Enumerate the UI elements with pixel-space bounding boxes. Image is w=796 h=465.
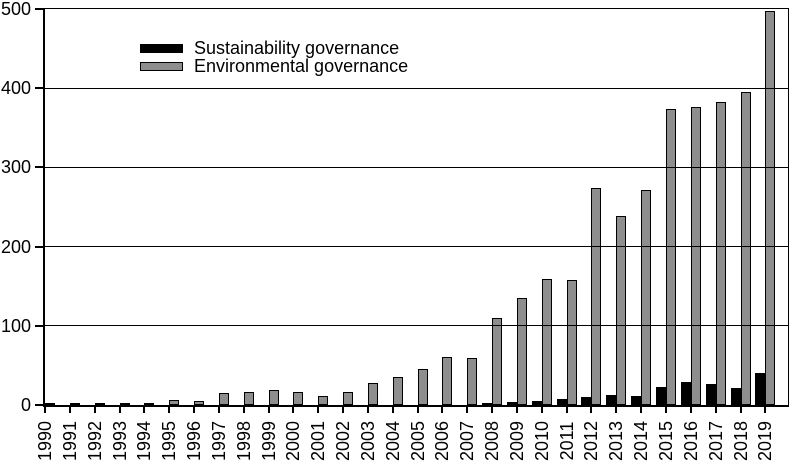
bar-environmental-2005 xyxy=(418,369,428,405)
x-axis-label-2018: 2018 xyxy=(730,420,751,462)
bar-environmental-2004 xyxy=(393,377,403,405)
gridline-100 xyxy=(45,325,788,326)
bar-environmental-2012 xyxy=(591,188,601,405)
bar-environmental-2014 xyxy=(641,190,651,405)
bar-environmental-2011 xyxy=(567,280,577,405)
y-tick-mark-400 xyxy=(35,87,44,89)
bar-environmental-2016 xyxy=(691,107,701,405)
y-axis-label-200: 200 xyxy=(0,237,31,257)
x-axis-label-1994: 1994 xyxy=(134,420,155,462)
bar-sustainability-2013 xyxy=(606,395,616,405)
bar-sustainability-2009 xyxy=(507,402,517,405)
bar-environmental-2001 xyxy=(318,396,328,405)
x-tick-mark-2015 xyxy=(665,407,667,413)
bar-sustainability-2016 xyxy=(681,382,691,405)
x-tick-mark-1991 xyxy=(69,407,71,413)
x-axis-label-2016: 2016 xyxy=(680,420,701,462)
legend-swatch-sustainability xyxy=(140,44,183,53)
gridline-300 xyxy=(45,167,788,168)
x-tick-mark-2010 xyxy=(541,407,543,413)
y-axis-label-400: 400 xyxy=(0,78,31,98)
x-axis-label-2000: 2000 xyxy=(283,420,304,462)
bar-environmental-2017 xyxy=(716,102,726,405)
x-axis-label-2015: 2015 xyxy=(656,420,676,462)
bar-environmental-2007 xyxy=(467,358,477,405)
bar-sustainability-2010 xyxy=(532,401,542,405)
x-tick-mark-2006 xyxy=(441,407,443,413)
x-axis-label-2014: 2014 xyxy=(631,420,652,462)
x-axis-label-2002: 2002 xyxy=(333,420,354,462)
bar-environmental-1994 xyxy=(144,403,154,405)
x-tick-mark-1995 xyxy=(168,407,170,413)
x-axis-label-1992: 1992 xyxy=(84,420,105,462)
bar-environmental-1991 xyxy=(70,403,80,405)
x-axis-label-2007: 2007 xyxy=(457,420,478,462)
x-axis-label-2008: 2008 xyxy=(482,420,503,462)
bar-environmental-2015 xyxy=(666,109,676,405)
bar-sustainability-2011 xyxy=(557,399,567,405)
bar-sustainability-2014 xyxy=(631,396,641,405)
y-tick-mark-0 xyxy=(35,404,44,406)
x-axis-label-1991: 1991 xyxy=(59,420,80,462)
x-axis-label-1999: 1999 xyxy=(258,420,279,462)
legend-item-environmental xyxy=(140,57,408,75)
x-axis-label-2003: 2003 xyxy=(357,420,378,462)
legend-label-environmental: Environmental governance xyxy=(194,56,409,76)
x-tick-mark-1998 xyxy=(243,407,245,413)
x-tick-mark-2019 xyxy=(764,407,766,413)
x-tick-mark-2018 xyxy=(740,407,742,413)
x-axis-label-2011: 2011 xyxy=(556,421,577,461)
bar-sustainability-2008 xyxy=(482,403,492,405)
x-axis-label-1995: 1995 xyxy=(159,420,180,462)
y-axis-label-0: 0 xyxy=(20,395,31,415)
x-tick-mark-2009 xyxy=(516,407,518,413)
x-tick-mark-2012 xyxy=(590,407,592,413)
x-tick-mark-2003 xyxy=(367,407,369,413)
bar-sustainability-2018 xyxy=(731,388,741,405)
x-tick-mark-2007 xyxy=(466,407,468,413)
x-axis-label-1996: 1996 xyxy=(184,420,205,462)
bar-environmental-1993 xyxy=(120,403,130,405)
bar-environmental-2019 xyxy=(765,11,775,405)
bar-environmental-2003 xyxy=(368,383,378,405)
x-tick-mark-2002 xyxy=(342,407,344,413)
x-tick-mark-1994 xyxy=(143,407,145,413)
x-axis-label-2004: 2004 xyxy=(382,420,403,462)
x-tick-mark-1999 xyxy=(268,407,270,413)
bar-sustainability-2015 xyxy=(656,387,666,405)
y-axis-label-100: 100 xyxy=(0,316,31,336)
y-tick-mark-200 xyxy=(35,246,44,248)
y-axis-label-300: 300 xyxy=(0,157,31,177)
x-tick-mark-2005 xyxy=(417,407,419,413)
plot-area xyxy=(43,8,789,407)
bar-environmental-1997 xyxy=(219,393,229,405)
bar-sustainability-2012 xyxy=(581,397,591,405)
x-tick-mark-1996 xyxy=(193,407,195,413)
x-axis-label-2005: 2005 xyxy=(407,420,428,462)
bar-environmental-1998 xyxy=(244,392,254,405)
y-tick-mark-100 xyxy=(35,325,44,327)
x-axis-label-2013: 2013 xyxy=(606,420,627,462)
x-tick-mark-1992 xyxy=(94,407,96,413)
x-tick-mark-2000 xyxy=(292,407,294,413)
x-tick-mark-2017 xyxy=(715,407,717,413)
x-tick-mark-1993 xyxy=(119,407,121,413)
bar-environmental-2006 xyxy=(442,357,452,405)
bar-environmental-2008 xyxy=(492,318,502,405)
x-axis-label-1997: 1997 xyxy=(208,420,229,462)
bar-environmental-2000 xyxy=(293,392,303,405)
x-axis-label-1998: 1998 xyxy=(233,420,254,462)
x-axis-label-2009: 2009 xyxy=(506,420,527,462)
x-tick-mark-2008 xyxy=(491,407,493,413)
bar-environmental-1995 xyxy=(169,400,179,405)
x-tick-mark-2004 xyxy=(392,407,394,413)
x-tick-mark-2011 xyxy=(566,407,568,413)
x-tick-mark-2001 xyxy=(317,407,319,413)
bar-sustainability-2017 xyxy=(706,384,716,405)
x-axis-label-2012: 2012 xyxy=(581,420,602,462)
x-tick-mark-2013 xyxy=(615,407,617,413)
x-axis-label-2010: 2010 xyxy=(531,420,552,462)
bar-environmental-2002 xyxy=(343,392,353,405)
y-axis-label-500: 500 xyxy=(0,0,31,19)
gridline-200 xyxy=(45,246,788,247)
legend-item-sustainability xyxy=(140,39,408,57)
y-tick-mark-500 xyxy=(35,8,44,10)
legend xyxy=(140,39,408,75)
x-axis-label-2019: 2019 xyxy=(755,420,776,462)
y-tick-mark-300 xyxy=(35,166,44,168)
x-axis-label-2017: 2017 xyxy=(705,420,726,462)
x-tick-mark-1990 xyxy=(44,407,46,413)
bar-environmental-1996 xyxy=(194,401,204,405)
x-tick-mark-2016 xyxy=(690,407,692,413)
bar-environmental-2010 xyxy=(542,279,552,405)
bar-environmental-2009 xyxy=(517,298,527,405)
legend-swatch-environmental xyxy=(140,62,183,71)
bar-sustainability-2019 xyxy=(755,373,765,405)
x-axis-label-1993: 1993 xyxy=(109,420,130,462)
x-tick-mark-1997 xyxy=(218,407,220,413)
x-axis-label-2001: 2001 xyxy=(308,420,329,462)
x-axis-label-1990: 1990 xyxy=(35,420,55,462)
legend-label-sustainability: Sustainability governance xyxy=(194,38,400,58)
gridline-400 xyxy=(45,88,788,89)
x-tick-mark-2014 xyxy=(640,407,642,413)
bar-environmental-1990 xyxy=(45,403,55,405)
bar-environmental-2013 xyxy=(616,216,626,405)
bar-environmental-1992 xyxy=(95,403,105,405)
x-axis-label-2006: 2006 xyxy=(432,420,453,462)
bar-environmental-1999 xyxy=(269,390,279,405)
bar-environmental-2018 xyxy=(741,92,751,405)
